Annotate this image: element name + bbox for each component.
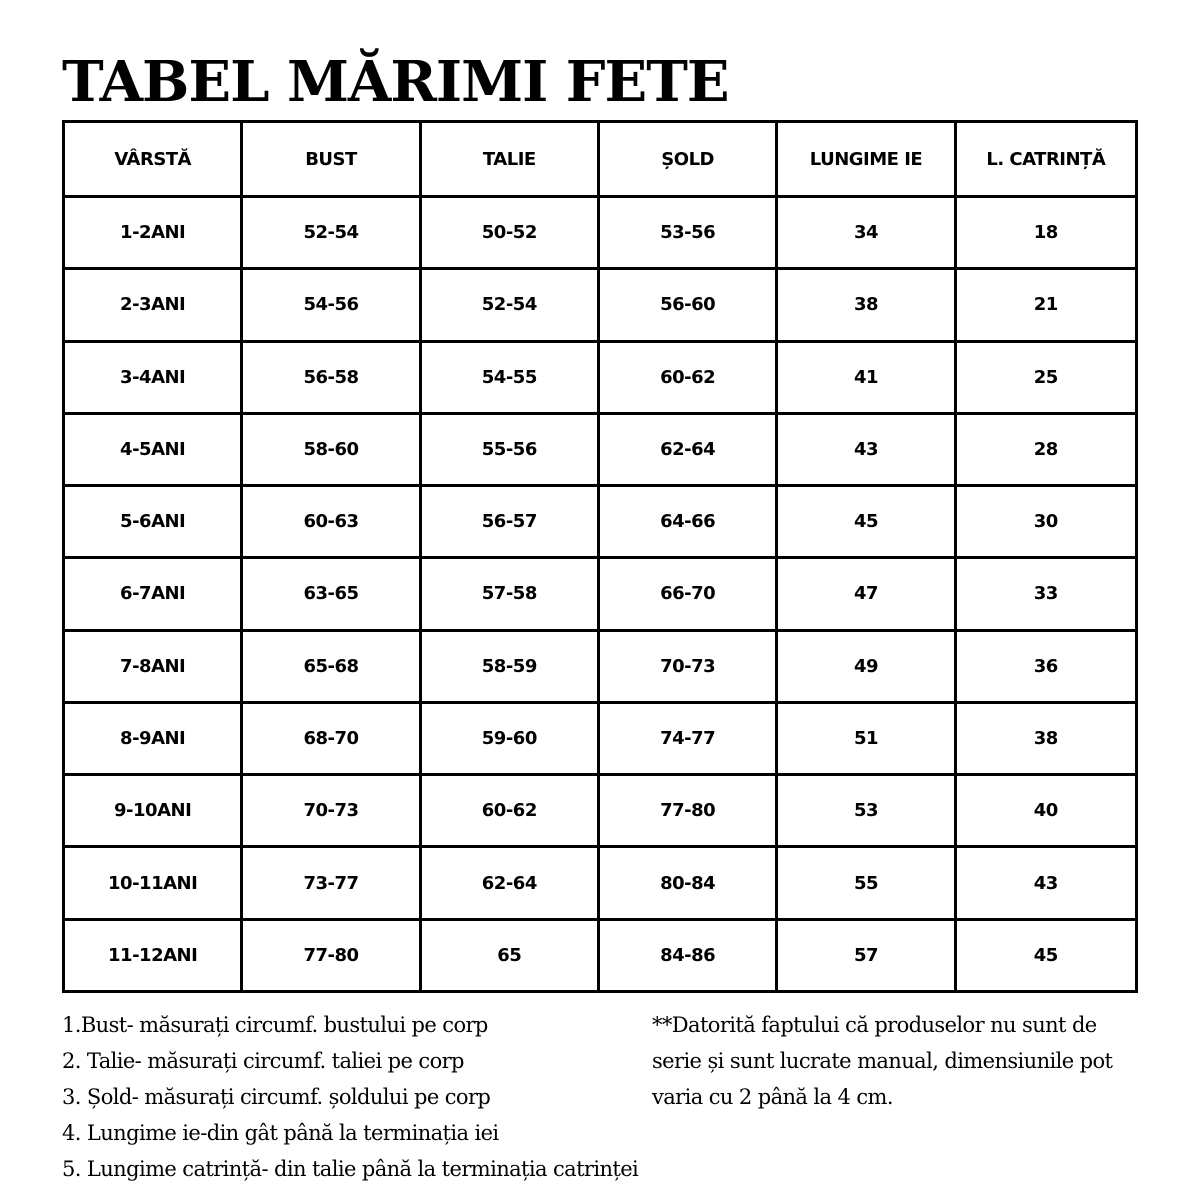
header-bust: BUST: [243, 123, 421, 198]
cell-lungime-ie: 41: [778, 343, 956, 415]
cell-bust: 56-58: [243, 343, 421, 415]
cell-lungime-ie: 51: [778, 704, 956, 776]
cell-lungime-ie: 43: [778, 415, 956, 487]
cell-bust: 65-68: [243, 632, 421, 704]
table-row: [65, 776, 1135, 848]
cell-sold: 80-84: [600, 848, 778, 920]
cell-lungime-catrinta: 30: [957, 487, 1135, 559]
cell-lungime-catrinta: 21: [957, 270, 1135, 342]
note-sold: 3. Șold- măsurați circumf. șoldului pe corp: [62, 1085, 491, 1109]
table-row: [65, 559, 1135, 631]
cell-bust: 60-63: [243, 487, 421, 559]
cell-sold: 66-70: [600, 559, 778, 631]
cell-sold: 84-86: [600, 921, 778, 990]
cell-lungime-catrinta: 36: [957, 632, 1135, 704]
cell-bust: 52-54: [243, 198, 421, 270]
cell-lungime-catrinta: 38: [957, 704, 1135, 776]
cell-varsta: 7-8ANI: [65, 632, 243, 704]
cell-bust: 73-77: [243, 848, 421, 920]
cell-talie: 57-58: [422, 559, 600, 631]
cell-lungime-catrinta: 18: [957, 198, 1135, 270]
table-row: [65, 343, 1135, 415]
cell-varsta: 6-7ANI: [65, 559, 243, 631]
header-sold: ȘOLD: [600, 123, 778, 198]
cell-lungime-ie: 55: [778, 848, 956, 920]
cell-lungime-ie: 45: [778, 487, 956, 559]
table-row: [65, 415, 1135, 487]
cell-lungime-catrinta: 25: [957, 343, 1135, 415]
cell-lungime-ie: 34: [778, 198, 956, 270]
cell-lungime-catrinta: 45: [1033, 944, 1058, 966]
table-header-row: [65, 123, 1135, 198]
note-lungime-ie: 4. Lungime ie-din gât până la terminația iei: [62, 1121, 499, 1145]
cell-varsta: 9-10ANI: [65, 776, 243, 848]
cell-sold: 60-62: [600, 343, 778, 415]
cell-sold: 64-66: [600, 487, 778, 559]
cell-talie: 58-59: [422, 632, 600, 704]
table-row: [65, 487, 1135, 559]
cell-talie: 56-57: [422, 487, 600, 559]
cell-talie: 50-52: [422, 198, 600, 270]
measurement-notes: [62, 1007, 638, 1187]
cell-sold: 77-80: [600, 776, 778, 848]
cell-varsta: 2-3ANI: [65, 270, 243, 342]
cell-bust: 68-70: [243, 704, 421, 776]
page-title: TABEL MĂRIMI FETE: [62, 49, 729, 115]
cell-varsta: 5-6ANI: [65, 487, 243, 559]
cell-varsta: 3-4ANI: [65, 343, 243, 415]
cell-talie: 59-60: [422, 704, 600, 776]
cell-talie: 52-54: [422, 270, 600, 342]
header-talie: TALIE: [422, 123, 600, 198]
cell-talie: 54-55: [422, 343, 600, 415]
cell-varsta: 4-5ANI: [65, 415, 243, 487]
table-row: [65, 198, 1135, 270]
cell-sold: 62-64: [600, 415, 778, 487]
cell-lungime-ie: 57: [778, 921, 956, 990]
cell-lungime-ie: 47: [778, 559, 956, 631]
table-row: [65, 921, 1135, 990]
cell-lungime-catrinta: 40: [957, 776, 1135, 848]
table-row: [65, 632, 1135, 704]
note-lungime-catrinta: 5. Lungime catrință- din talie până la terminația catrinței: [62, 1157, 639, 1181]
cell-sold: 70-73: [600, 632, 778, 704]
cell-bust: 77-80: [243, 921, 421, 990]
cell-sold: 56-60: [600, 270, 778, 342]
header-varsta: VÂRSTĂ: [65, 123, 243, 198]
table-row: [65, 704, 1135, 776]
cell-varsta: 1-2ANI: [65, 198, 243, 270]
cell-varsta: 10-11ANI: [65, 848, 243, 920]
note-bust: 1.Bust- măsurați circumf. bustului pe corp: [62, 1013, 488, 1037]
cell-talie: 65: [422, 921, 600, 990]
table-row: [65, 270, 1135, 342]
cell-lungime-catrinta: 28: [957, 415, 1135, 487]
cell-sold: 53-56: [600, 198, 778, 270]
cell-bust: 58-60: [243, 415, 421, 487]
cell-bust: 54-56: [243, 270, 421, 342]
cell-talie: 60-62: [422, 776, 600, 848]
size-table: [62, 120, 1138, 993]
header-lungime-ie: LUNGIME IE: [778, 123, 956, 198]
cell-lungime-ie: 38: [778, 270, 956, 342]
cell-varsta: 8-9ANI: [65, 704, 243, 776]
cell-lungime-catrinta: 33: [957, 559, 1135, 631]
cell-lungime-ie: 53: [778, 776, 956, 848]
cell-talie: 55-56: [422, 415, 600, 487]
cell-talie: 62-64: [422, 848, 600, 920]
note-talie: 2. Talie- măsurați circumf. taliei pe corp: [62, 1049, 464, 1073]
cell-bust: 70-73: [243, 776, 421, 848]
cell-lungime-catrinta: 43: [957, 848, 1135, 920]
header-lungime-catrinta: L. CATRINȚĂ: [957, 123, 1135, 198]
cell-varsta: 11-12ANI: [65, 921, 243, 990]
cell-bust: 63-65: [243, 559, 421, 631]
table-row: [65, 848, 1135, 920]
handmade-disclaimer: **Datorită faptului că produselor nu sunt de serie și sunt lucrate manual, dimensiunile pot varia cu 2 până la 4 cm.: [652, 1013, 1113, 1109]
cell-lungime-ie: 49: [778, 632, 956, 704]
cell-sold: 74-77: [600, 704, 778, 776]
